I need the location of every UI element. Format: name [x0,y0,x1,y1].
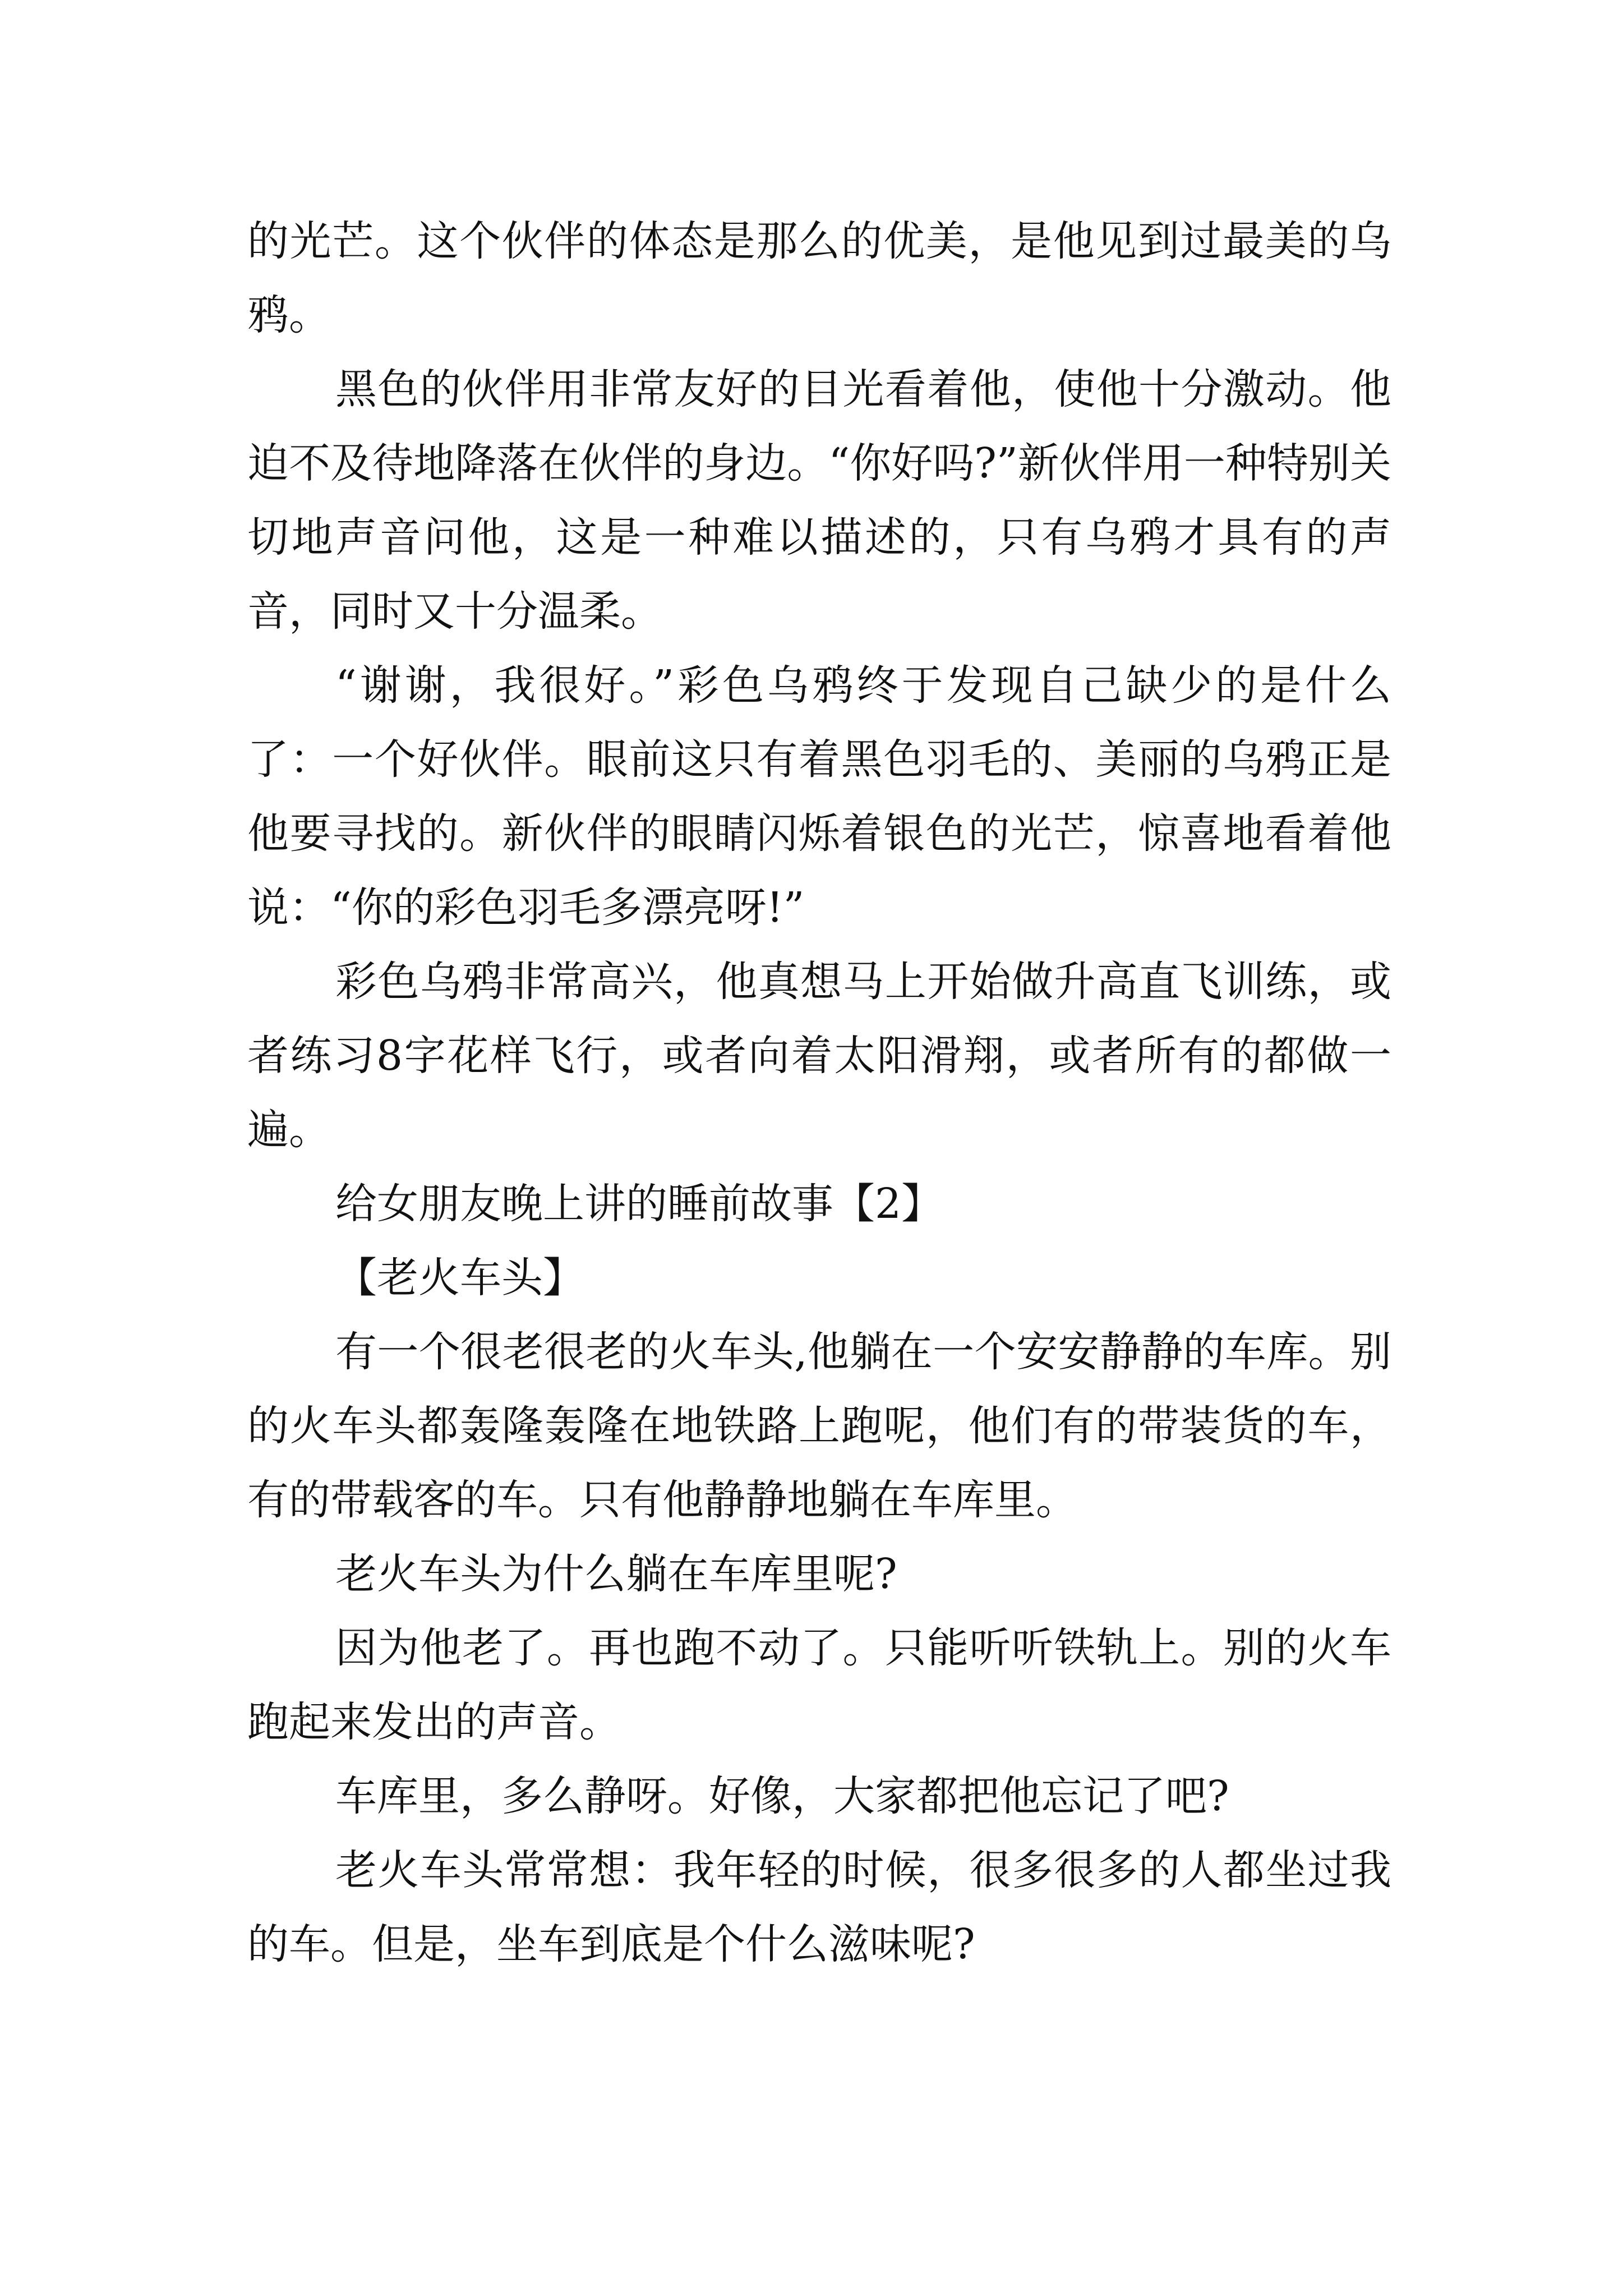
paragraph-black-companion: 黑色的伙伴用非常友好的目光看着他，使他十分激动。他迫不及待地降落在伙伴的身边。“你好吗?”新伙伴用一种特别关切地声音问他，这是一种难以描述的，只有乌鸦才具有的声音，同时又十分温柔。 [247,365,1391,636]
paragraph-crow-happy: 彩色乌鸦非常高兴，他真想马上开始做升高直飞训练，或者练习8字花样飞行，或者向着太阳滑翔，或者所有的都做一遍。 [247,958,1391,1154]
story-title-old-locomotive: 【老火车头】 [335,1254,584,1302]
paragraph-because-old: 因为他老了。再也跑不动了。只能听听铁轨上。别的火车跑起来发出的声音。 [247,1624,1391,1746]
paragraph-thanks-reply: “谢谢，我很好。”彩色乌鸦终于发现自己缺少的是什么了：一个好伙伴。眼前这只有着黑色羽毛的、美丽的乌鸦正是他要寻找的。新伙伴的眼睛闪烁着银色的光芒，惊喜地看着他说：“你的彩色羽毛多漂亮呀!” [247,661,1391,932]
paragraph-crow-continuation: 的光芒。这个伙伴的体态是那么的优美，是他见到过最美的乌鸦。 [247,217,1391,339]
paragraph-garage-quiet: 车库里，多么静呀。好像，大家都把他忘记了吧? [335,1772,1229,1820]
document-body [247,204,1391,1981]
paragraph-locomotive-thinks: 老火车头常常想：我年轻的时候，很多很多的人都坐过我的车。但是，坐车到底是个什么滋味呢? [247,1846,1391,1968]
paragraph-why-in-garage: 老火车头为什么躺在车库里呢? [335,1550,897,1598]
paragraph-old-locomotive-intro: 有一个很老很老的火车头,他躺在一个安安静静的车库。别的火车头都轰隆轰隆在地铁路上跑呢，他们有的带装货的车，有的带载客的车。只有他静静地躺在车库里。 [247,1328,1391,1524]
section-heading-story-2: 给女朋友晚上讲的睡前故事【2】 [335,1180,943,1228]
